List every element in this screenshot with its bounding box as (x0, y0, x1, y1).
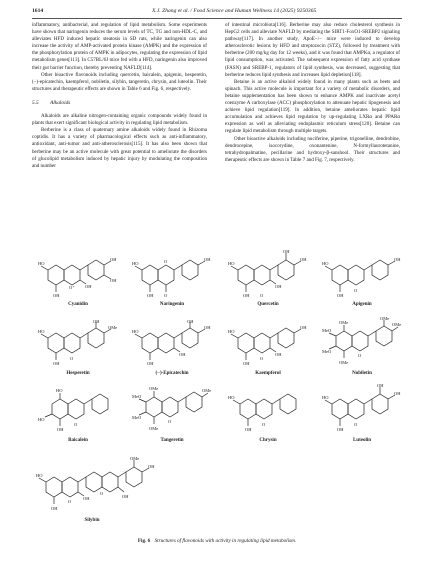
apigenin-structure-icon (322, 256, 402, 300)
structure-cyanidin (38, 256, 118, 300)
paragraph: of intestinal microbiota[116]. Berberine may also reduce cholesterol synthesis in HepG2 cells and alleviate NAFLD by mediating the SIRT1-FoxO1-SREBP2 signaling pathway[117]. In another study, ApoE−/− mice were induced to develop atherosclerotic lesions by HFD and streptozocin (STZ), followed by treatment with berberine (200 mg/kg day for 12 weeks), and it was found that AMPKα, a regulator of lipid consumption, was activated. The subsequent expression of fatty acid synthase (FASN) and SREBP-1, regulators of lipid synthesis, was decreased, suggesting that berberine reduces lipid synthesis and increases lipid depletion[118]. (225, 22, 400, 78)
svg-text:OH: OH (83, 496, 90, 501)
svg-text:OH: OH (204, 257, 211, 262)
baicalein-structure-icon (38, 386, 118, 434)
molecule-label: Silybin (84, 518, 100, 523)
tangeretin-structure-icon (132, 382, 212, 436)
svg-text:OH: OH (204, 325, 211, 330)
molecule-label: Kaempferol (255, 371, 281, 376)
page-header (32, 6, 402, 19)
svg-text:MeO: MeO (132, 394, 142, 399)
figure-caption-text: Structures of flavonoids with activity in regulating lipid metabolism. (154, 538, 297, 544)
svg-text:O: O (168, 419, 172, 424)
svg-text:OH: OH (57, 427, 64, 432)
svg-text:OH: OH (394, 391, 401, 396)
svg-text:OMe: OMe (149, 386, 159, 391)
silybin-structure-icon (36, 456, 166, 514)
svg-text:OMe: OMe (339, 360, 349, 365)
svg-text:OMe: OMe (380, 316, 390, 321)
cyanidin-structure-icon (38, 256, 118, 300)
svg-text:OH: OH (300, 257, 307, 262)
svg-text:OH: OH (85, 284, 92, 289)
structure-epicatechin (132, 320, 212, 368)
molecule-label: Luteolin (352, 438, 372, 443)
svg-text:OH: OH (53, 361, 60, 366)
paragraph: Other bioactive alkaloids including nuciferine, piperine, trigonelline, dendrobine, dendrocepine, isocorydine, oxonantenine, N-formyllaurotetanine, tetrahydropalmatine, pecillarine and hydroxy-β-sanshool. Their structures and therapeutic effects are shown in Table 7 and Fig. 7, respectively. (225, 135, 400, 163)
svg-text:HO: HO (38, 261, 45, 266)
paragraph: inflammatory, antibacterial, and regulation of lipid metabolism. Some experiments have shown that naringenin reduces the serum levels of TC, TG and non-HDL-C, and alleviates HFD induced hepatic steatosis in SD rats, while naringenin can also increase the activity of AMP-activated protein kinase (AMPK) and the expression of the phosphorylation protein of AMPK in adipocytes, regulating the expression of lipid metabolism genes[113]. In C57BL/6J mice fed with a HFD, naringenin also improved their gut barrier function, thereby preventing NAFLD[114]. (32, 22, 207, 71)
molecule-label: Naringenin (159, 302, 185, 307)
figure-caption (32, 538, 402, 544)
molecule-label: Baicalein (68, 438, 88, 443)
svg-text:OMe: OMe (108, 325, 118, 330)
molecule-label: Hesperetin (66, 371, 90, 376)
svg-text:O: O (260, 356, 264, 361)
svg-text:O: O (70, 356, 74, 361)
svg-text:HO: HO (38, 329, 45, 334)
svg-text:OH: OH (93, 320, 100, 324)
svg-text:OH: OH (337, 293, 344, 298)
section-title: Alkaloids (50, 99, 71, 106)
luteolin-structure-icon (322, 384, 402, 434)
svg-text:O: O (100, 491, 104, 496)
section-number: 5.5 (32, 99, 39, 106)
svg-text:O: O (354, 422, 358, 427)
molecule-label: Apigenin (352, 302, 372, 307)
svg-text:HO: HO (322, 395, 329, 400)
right-column (225, 22, 400, 164)
svg-text:O: O (164, 293, 168, 298)
molecule-label: Cyanidin (68, 302, 88, 307)
paragraph: Berberine is a class of quaternary amine alkaloids widely found in Rhizoma coptidis. It has a variety of pharmacological effects such as anti-inflammatory, antioxidant, anti-tumor and anti-atherosclerosis[115]. It has also been shown that berberine may be an active molecule with great potential to ameliorate the disorders of glucolipid metabolism induced by hepatic injury by modulating the composition and number (32, 127, 207, 169)
chrysin-structure-icon (228, 386, 308, 434)
svg-text:O: O (68, 499, 72, 504)
quercetin-structure-icon (228, 250, 308, 300)
svg-text:O: O (74, 422, 78, 427)
molecule-label: Quercetin (257, 302, 279, 307)
svg-text:OH: OH (147, 293, 154, 298)
svg-text:MeO: MeO (322, 349, 332, 354)
journal-citation: X.J. Zhang et al. / Food Science and Human Wellness 14 (2025) 9250365 (152, 8, 317, 14)
svg-text:OH: OH (179, 352, 186, 357)
structure-nobiletin (322, 316, 402, 370)
svg-text:OH: OH (53, 293, 60, 298)
svg-text:OH: OH (337, 427, 344, 432)
svg-text:MeO: MeO (132, 415, 142, 420)
figure-caption-tag: Fig. 6 (137, 538, 151, 544)
hesperetin-structure-icon (38, 320, 118, 368)
svg-text:O: O (260, 293, 264, 298)
svg-text:HO: HO (132, 261, 139, 266)
svg-text:HO: HO (228, 261, 235, 266)
svg-text:HO: HO (228, 329, 235, 334)
structure-naringenin (132, 256, 212, 300)
svg-text:OH: OH (394, 257, 401, 262)
svg-text:O: O (164, 259, 168, 264)
svg-text:HO: HO (228, 395, 235, 400)
structure-kaempferol (228, 320, 308, 368)
svg-text:HO: HO (322, 261, 329, 266)
svg-text:OH: OH (243, 293, 250, 298)
svg-text:HO: HO (132, 329, 139, 334)
nobiletin-structure-icon (322, 316, 402, 370)
section-heading (32, 100, 207, 107)
structure-tangeretin (132, 382, 212, 436)
svg-text:OMe: OMe (202, 388, 212, 393)
molecule-label: Chrysin (259, 438, 277, 443)
paragraph: Betaine is an active alkaloid widely found in many plants such as beets and spinach. This active molecule is important for a variety of metabolic disorders, and betaine supplementation has been shown to enhance AMPK and inactivate acetyl coenzyme A carboxylase (ACC) phosphorylation to attenuate hepatic lipogenesis and achieve lipid regulation[119]. In addition, betaine ameliorates hepatic lipid accumulation and achieves lipid regulation by up-regulating LXRα and PPARα expression as well as alleviating endoplasmic reticulum stress[120]. Betaine can regulate lipid metabolism through multiple targets. (225, 78, 400, 135)
structure-silybin (36, 456, 166, 514)
page-number: 1614 (32, 8, 44, 14)
structure-chrysin (228, 386, 308, 434)
structure-luteolin (322, 384, 402, 434)
epicatechin-structure-icon (132, 320, 212, 368)
svg-text:HO: HO (38, 417, 45, 422)
svg-text:HO: HO (56, 388, 63, 393)
svg-text:OH: OH (245, 427, 252, 432)
svg-text:OH: OH (243, 361, 250, 366)
naringenin-structure-icon (132, 256, 212, 300)
paragraph: Alkaloids are alkaline nitrogen-containing organic compounds widely found in plants that exert significant biological activity in regulating lipid metabolism. (32, 113, 207, 127)
svg-text:OH: OH (51, 506, 58, 511)
structure-hesperetin (38, 320, 118, 368)
structure-apigenin (322, 256, 402, 300)
svg-text:OH: OH (275, 352, 282, 357)
svg-text:OH: OH (110, 278, 117, 283)
figure-6 (32, 248, 402, 543)
molecule-label: (−)-Epicatechin (155, 371, 189, 376)
molecule-label: Tangeretin (160, 438, 184, 443)
svg-text:OH: OH (275, 284, 282, 289)
svg-text:OH: OH (122, 494, 129, 499)
svg-text:OH: OH (147, 361, 154, 366)
left-column (32, 22, 207, 170)
svg-text:OMe: OMe (149, 426, 159, 431)
svg-text:O: O (354, 288, 358, 293)
svg-text:OMe: OMe (339, 320, 349, 325)
svg-text:O⁺: O⁺ (69, 285, 75, 290)
svg-text:OMe: OMe (392, 322, 402, 327)
svg-text:O: O (358, 353, 362, 358)
structure-quercetin (228, 250, 308, 300)
svg-text:HO: HO (36, 473, 43, 478)
svg-text:OH: OH (300, 325, 307, 330)
structure-baicalein (38, 386, 118, 434)
svg-text:OH: OH (148, 464, 155, 469)
svg-text:OH: OH (187, 320, 194, 324)
molecule-label: Nobiletin (352, 371, 372, 376)
kaempferol-structure-icon (228, 320, 308, 368)
svg-text:OH: OH (110, 257, 117, 262)
svg-text:OH: OH (283, 250, 290, 254)
svg-text:OH: OH (377, 384, 384, 388)
svg-text:OMe: OMe (130, 456, 140, 461)
svg-text:MeO: MeO (322, 328, 332, 333)
svg-text:O: O (262, 422, 266, 427)
paragraph: Other bioactive flavonoids including quercetin, baicalein, apigenin, hesperetin, (−)-epicatechin, kaempferol, nobiletin, silybin, tangeretin, chrysin, and luteolin. Their structures and therapeutic effects are shown in Table 6 and Fig. 6, respectively. (32, 71, 207, 92)
